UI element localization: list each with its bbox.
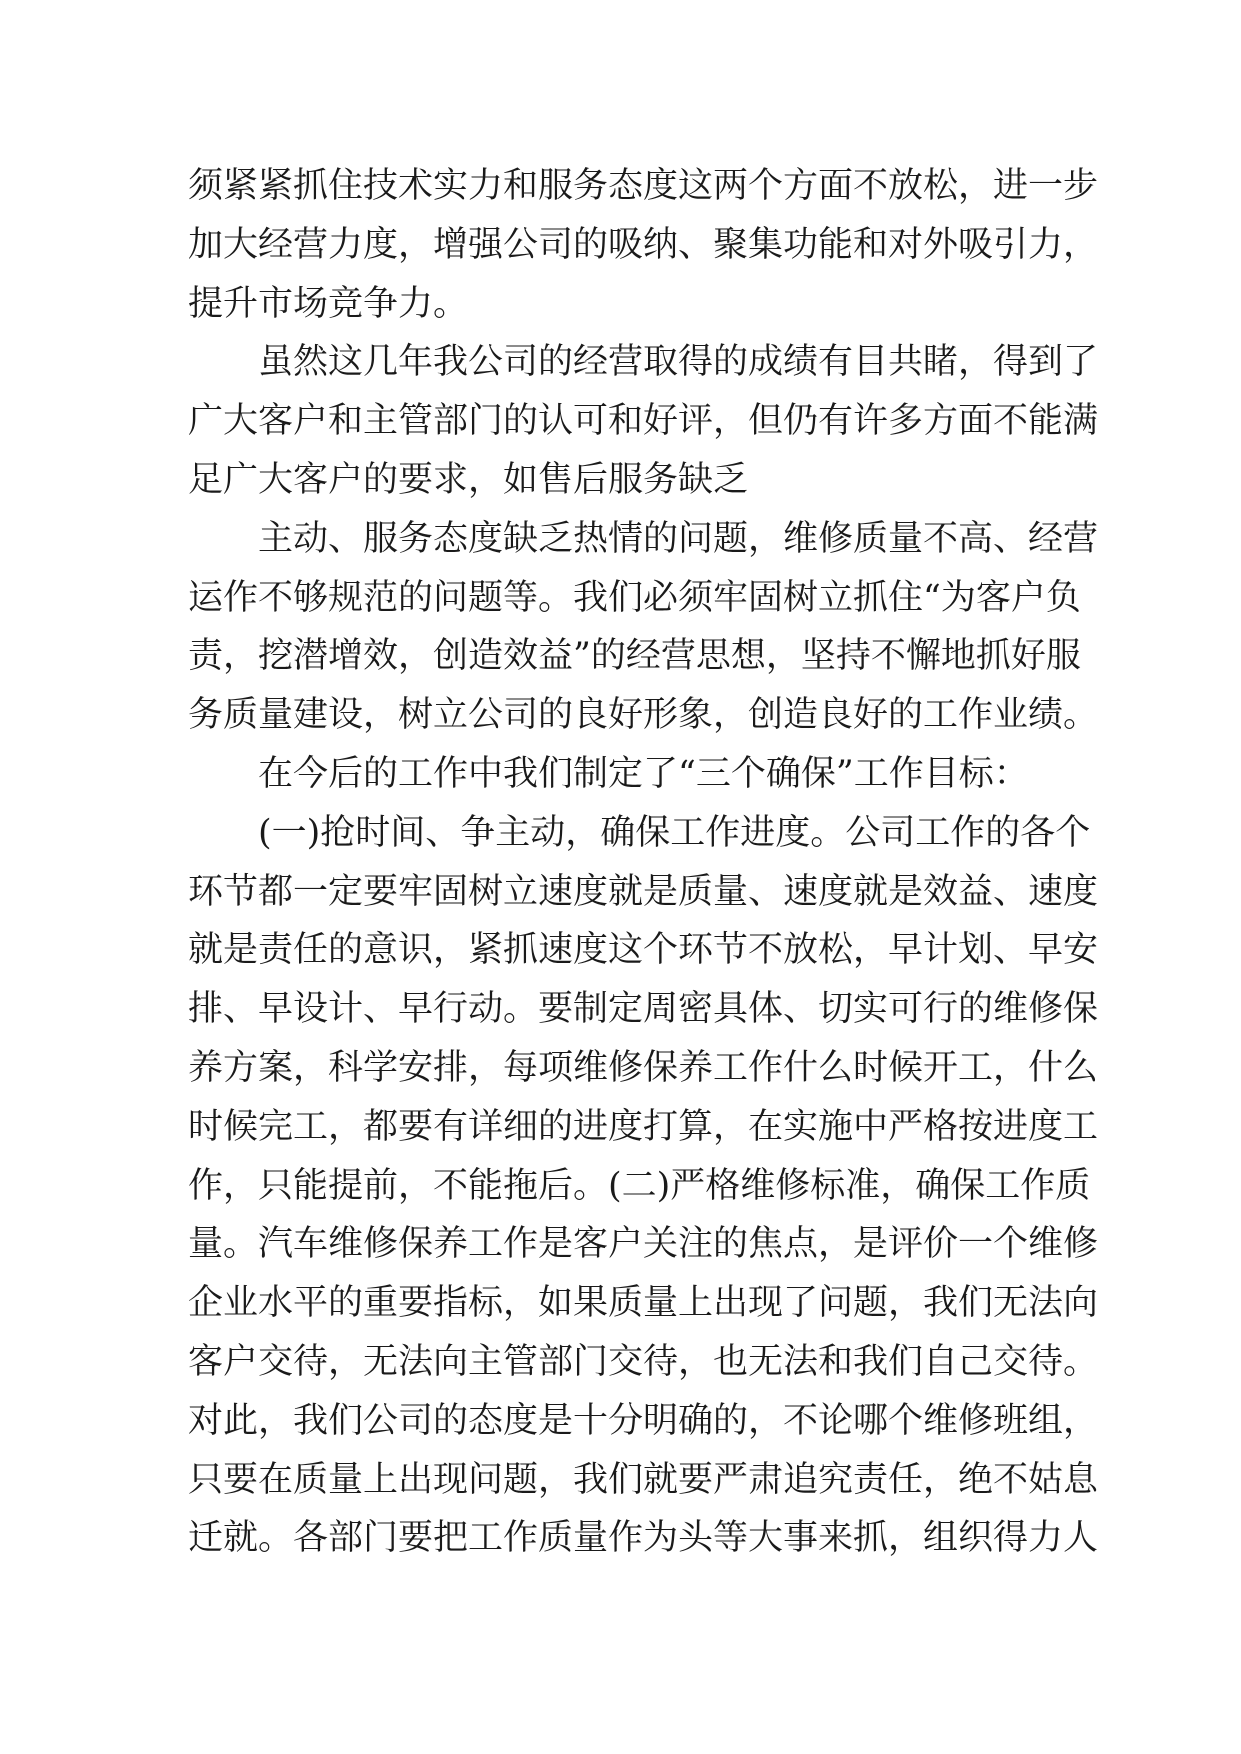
text-line: 足广大客户的要求，如售后服务缺乏 — [188, 459, 749, 500]
text-line: 广大客户和主管部门的认可和好评，但仍有许多方面不能满 — [188, 401, 1099, 442]
text-line: 务质量建设，树立公司的良好形象，创造良好的工作业绩。 — [188, 695, 1099, 736]
body-text — [188, 157, 1099, 1568]
text-line: 企业水平的重要指标，如果质量上出现了问题，我们无法向 — [188, 1283, 1099, 1324]
text-line: 作，只能提前，不能拖后。(二)严格维修标准，确保工作质 — [188, 1165, 1091, 1206]
text-line: 养方案，科学安排，每项维修保养工作什么时候开工，什么 — [188, 1047, 1099, 1088]
text-line: 迁就。各部门要把工作质量作为头等大事来抓，组织得力人 — [188, 1518, 1099, 1559]
text-line: 只要在质量上出现问题，我们就要严肃追究责任，绝不姑息 — [188, 1459, 1099, 1500]
text-line: 量。汽车维修保养工作是客户关注的焦点，是评价一个维修 — [188, 1224, 1099, 1265]
paragraph-first-line: 虽然这几年我公司的经营取得的成绩有目共睹，得到了 — [258, 342, 1099, 383]
text-line: 对此，我们公司的态度是十分明确的，不论哪个维修班组， — [188, 1400, 1099, 1441]
text-line: 客户交待，无法向主管部门交待，也无法和我们自己交待。 — [188, 1341, 1099, 1382]
paragraph-first-line: 在今后的工作中我们制定了“三个确保”工作目标： — [258, 753, 1029, 794]
paragraph-first-line: 主动、服务态度缺乏热情的问题，维修质量不高、经营 — [258, 518, 1099, 559]
text-line: 加大经营力度，增强公司的吸纳、聚集功能和对外吸引力， — [188, 224, 1099, 265]
text-line: 须紧紧抓住技术实力和服务态度这两个方面不放松，进一步 — [188, 166, 1099, 206]
text-line: 运作不够规范的问题等。我们必须牢固树立抓住“为客户负 — [188, 577, 1081, 618]
text-line: 责，挖潜增效，创造效益”的经营思想，坚持不懈地抓好服 — [188, 636, 1081, 677]
text-line: 就是责任的意识，紧抓速度这个环节不放松，早计划、早安 — [188, 930, 1099, 971]
text-line: 排、早设计、早行动。要制定周密具体、切实可行的维修保 — [188, 989, 1099, 1030]
text-line: 环节都一定要牢固树立速度就是质量、速度就是效益、速度 — [188, 871, 1099, 912]
text-line: 时候完工，都要有详细的进度打算，在实施中严格按进度工 — [188, 1106, 1099, 1147]
text-line: 提升市场竞争力。 — [188, 283, 469, 324]
paragraph-first-line: (一)抢时间、争主动，确保工作进度。公司工作的各个 — [258, 812, 1091, 853]
